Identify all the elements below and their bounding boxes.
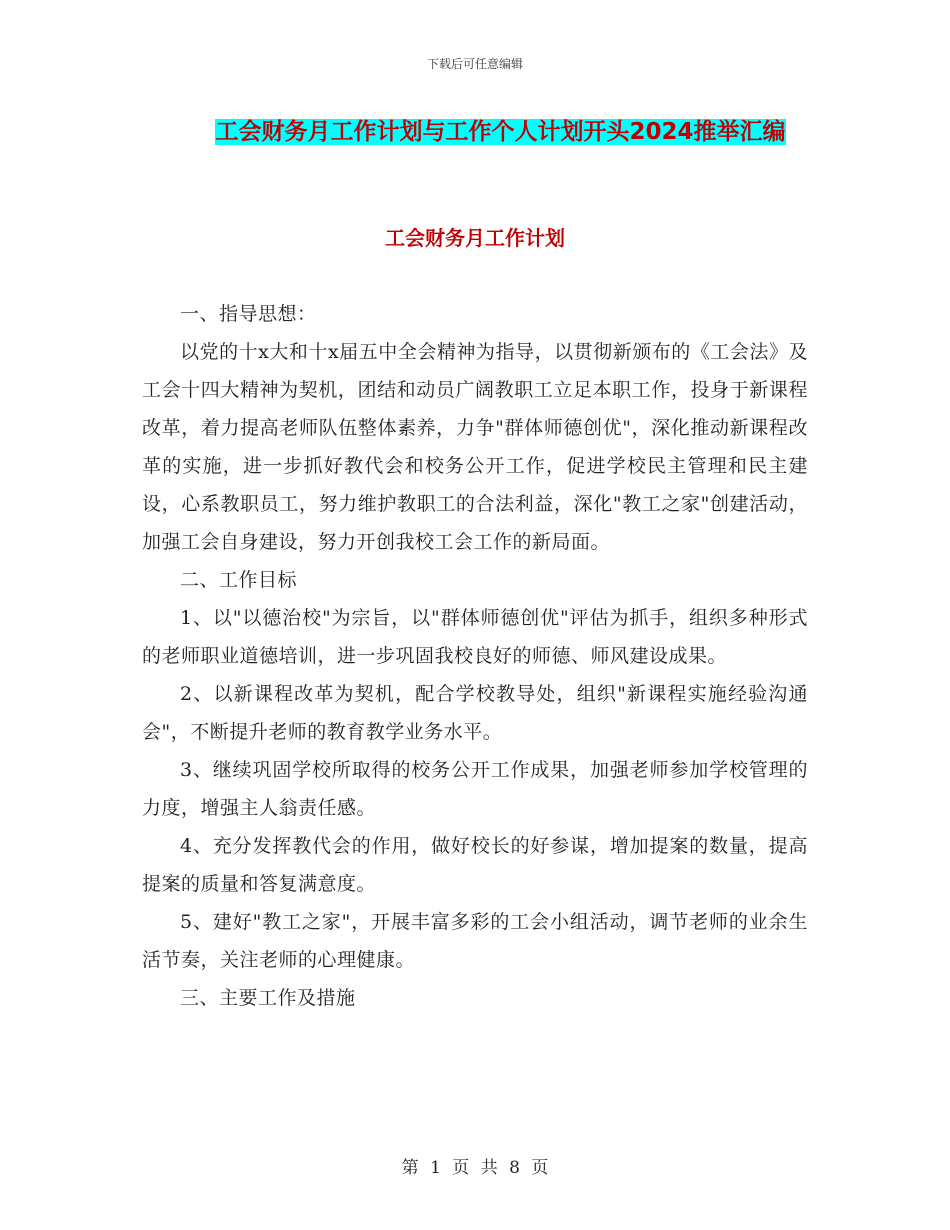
paragraph: 4、充分发挥教代会的作用，做好校长的好参谋，增加提案的数量，提高提案的质量和答复满意度。 — [142, 835, 808, 895]
document-body — [142, 295, 808, 1017]
title-highlight: 工会财务月工作计划与工作个人计划开头2024推举汇编 — [215, 119, 786, 145]
paragraph-heading-2: 二、工作目标 — [180, 569, 298, 591]
page-header-note: 下载后可任意编辑 — [426, 57, 523, 71]
paragraph: 1、以"以德治校"为宗旨，以"群体师德创优"评估为抓手，组织多种形式的老师职业道德培训，进一步巩固我校良好的师德、师风建设成果。 — [142, 607, 808, 667]
paragraph-heading-1: 一、指导思想： — [180, 303, 317, 325]
paragraph-heading-3: 三、主要工作及措施 — [180, 987, 356, 1009]
paragraph: 5、建好"教工之家"，开展丰富多彩的工会小组活动，调节老师的业余生活节奏，关注老师的心理健康。 — [142, 911, 808, 971]
paragraph: 2、以新课程改革为契机，配合学校教导处，组织"新课程实施经验沟通会"，不断提升老师的教育教学业务水平。 — [142, 683, 808, 743]
document-title — [188, 110, 813, 155]
paragraph: 以党的十x大和十x届五中全会精神为指导，以贯彻新颁布的《工会法》及工会十四大精神为契机，团结和动员广阔教职工立足本职工作，投身于新课程改革，着力提高老师队伍整体素养，力争"群体师德创优"，深化推动新课程改革的实施，进一步抓好教代会和校务公开工作，促进学校民主管理和民主建设，心系教职员工，努力维护教职工的合法利益，深化"教工之家"创建活动，加强工会自身建设，努力开创我校工会工作的新局面。 — [142, 341, 808, 553]
page-number-footer: 第 1 页 共 8 页 — [401, 1158, 549, 1178]
paragraph: 3、继续巩固学校所取得的校务公开工作成果，加强老师参加学校管理的力度，增强主人翁责任感。 — [142, 759, 808, 819]
section-title: 工会财务月工作计划 — [385, 226, 565, 250]
